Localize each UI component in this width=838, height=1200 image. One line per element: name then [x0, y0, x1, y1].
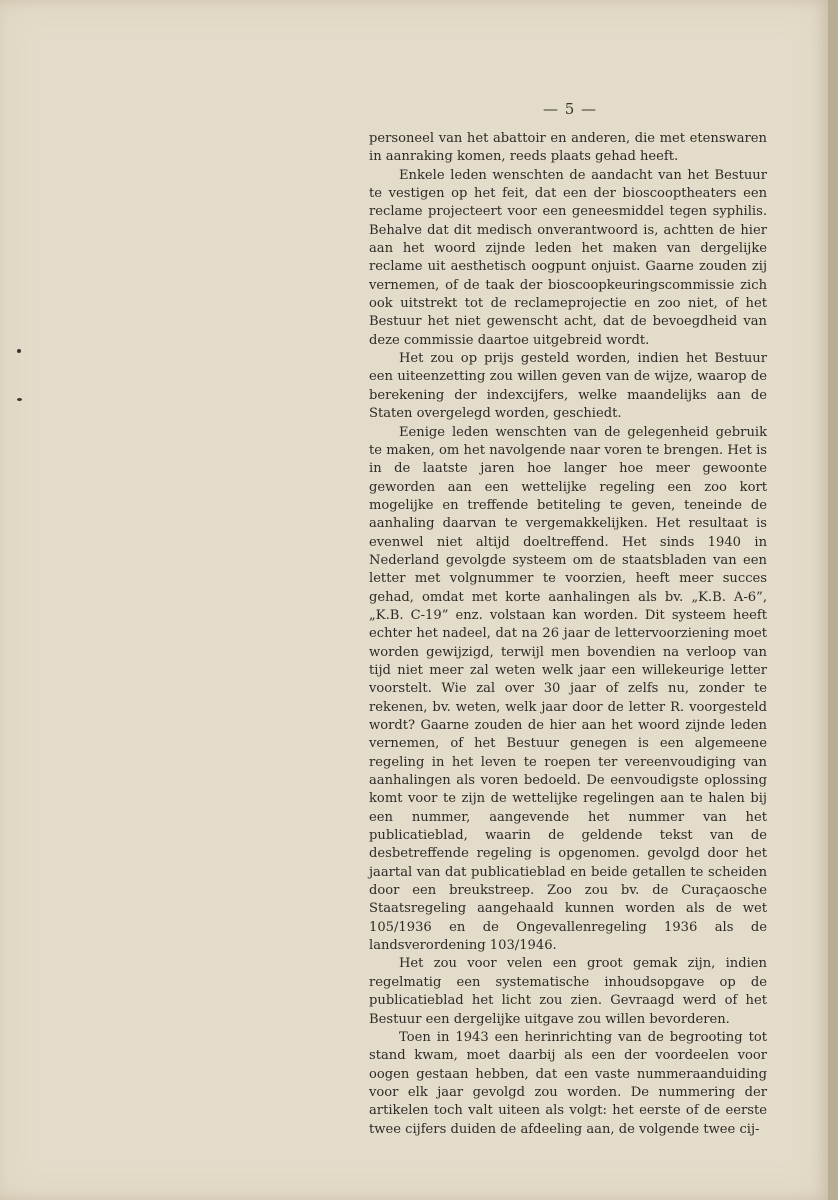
page-edge: [828, 0, 838, 1200]
binding-hole-mark: [17, 349, 21, 353]
binding-hole-mark: [17, 398, 22, 401]
page-number: — 5 —: [542, 100, 598, 118]
paragraph-6: Toen in 1943 een herinrichting van de begrooting tot stand kwam, moet daarbij als een der voordeelen voor oogen gestaan hebben, dat een vaste nummeraanduiding voor elk jaar gevolgd zou worden. De nummering der artikelen toch valt uiteen als volgt: het eerste of de eerste twee cijfers duiden de afdeeling aan, de volgende twee cij-: [369, 1029, 767, 1137]
body-text: [369, 130, 767, 1139]
paragraph-2: Enkele leden wenschten de aandacht van het Bestuur te vestigen op het feit, dat een der bioscooptheaters een reclame projecteert voor een geneesmiddel tegen syphilis. Behalve dat dit medisch onverantwoord is, achtten de hier aan het woord zijnde leden het maken van dergelijke reclame uit aesthetisch oogpunt onjuist. Gaarne zouden zij vernemen, of de taak der bioscoopkeuringscommissie zich ook uitstrekt tot de reclameprojectie en zoo niet, of het Bestuur het niet gewenscht acht, dat de bevoegdheid van deze commissie daartoe uitgebreid wordt.: [369, 167, 767, 348]
paragraph-5: Het zou voor velen een groot gemak zijn, indien regelmatig een systematische inhoudsopgave op de publicatieblad het licht zou zien. Gevraagd werd of het Bestuur een dergelijke uitgave zou willen bevorderen.: [369, 956, 767, 1027]
paragraph-4: Eenige leden wenschten van de gelegenheid gebruik te maken, om het navolgende naar voren te brengen. Het is in de laatste jaren hoe langer hoe meer gewoonte geworden aan een wettelijke regeling een zoo kort mogelijke en treffende betiteling te geven, teneinde de aanhaling daarvan te vergemakkelijken. Het resultaat is evenwel niet altijd doeltreffend. Het sinds 1940 in Nederland gevolgde systeem om de staatsbladen van een letter met volgnummer te voorzien, heeft meer succes gehad, omdat met korte aanhalingen als bv. „K.B. A-6”, „K.B. C-19” enz. volstaan kan worden. Dit systeem heeft echter het nadeel, dat na 26 jaar de lettervoorziening moet worden gewijzigd, terwijl men bovendien na verloop van tijd niet meer zal weten welk jaar een willekeurige letter voorstelt. Wie zal over 30 jaar of zelfs nu, zonder te rekenen, bv. weten, welk jaar door de letter R. voorgesteld wordt? Gaarne zouden de hier aan het woord zijnde leden vernemen, of het Bestuur genegen is een algemeene regeling in het leven te roepen ter vereenvoudiging van aanhalingen als voren bedoeld. De eenvoudigste oplossing komt voor te zijn de wettelijke regelingen aan te halen bij een nummer, aangevende het nummer van het publicatieblad, waarin de geldende tekst van de desbetreffende regeling is opgenomen. gevolgd door het jaartal van dat publicatieblad en beide getallen te scheiden door een breukstreep. Zoo zou bv. de Curaçaosche Staatsregeling aangehaald kunnen worden als de wet 105/1936 en de Ongevallenregeling 1936 als de landsverordening 103/1946.: [369, 424, 767, 954]
paragraph-1: personeel van het abattoir en anderen, die met etenswaren in aanraking komen, reeds plaats gehad heeft.: [369, 131, 767, 165]
paragraph-3: Het zou op prijs gesteld worden, indien het Bestuur een uiteenzetting zou willen geven van de wijze, waarop de berekening der indexcijfers, welke maandelijks aan de Staten overgelegd worden, geschiedt.: [369, 351, 767, 422]
